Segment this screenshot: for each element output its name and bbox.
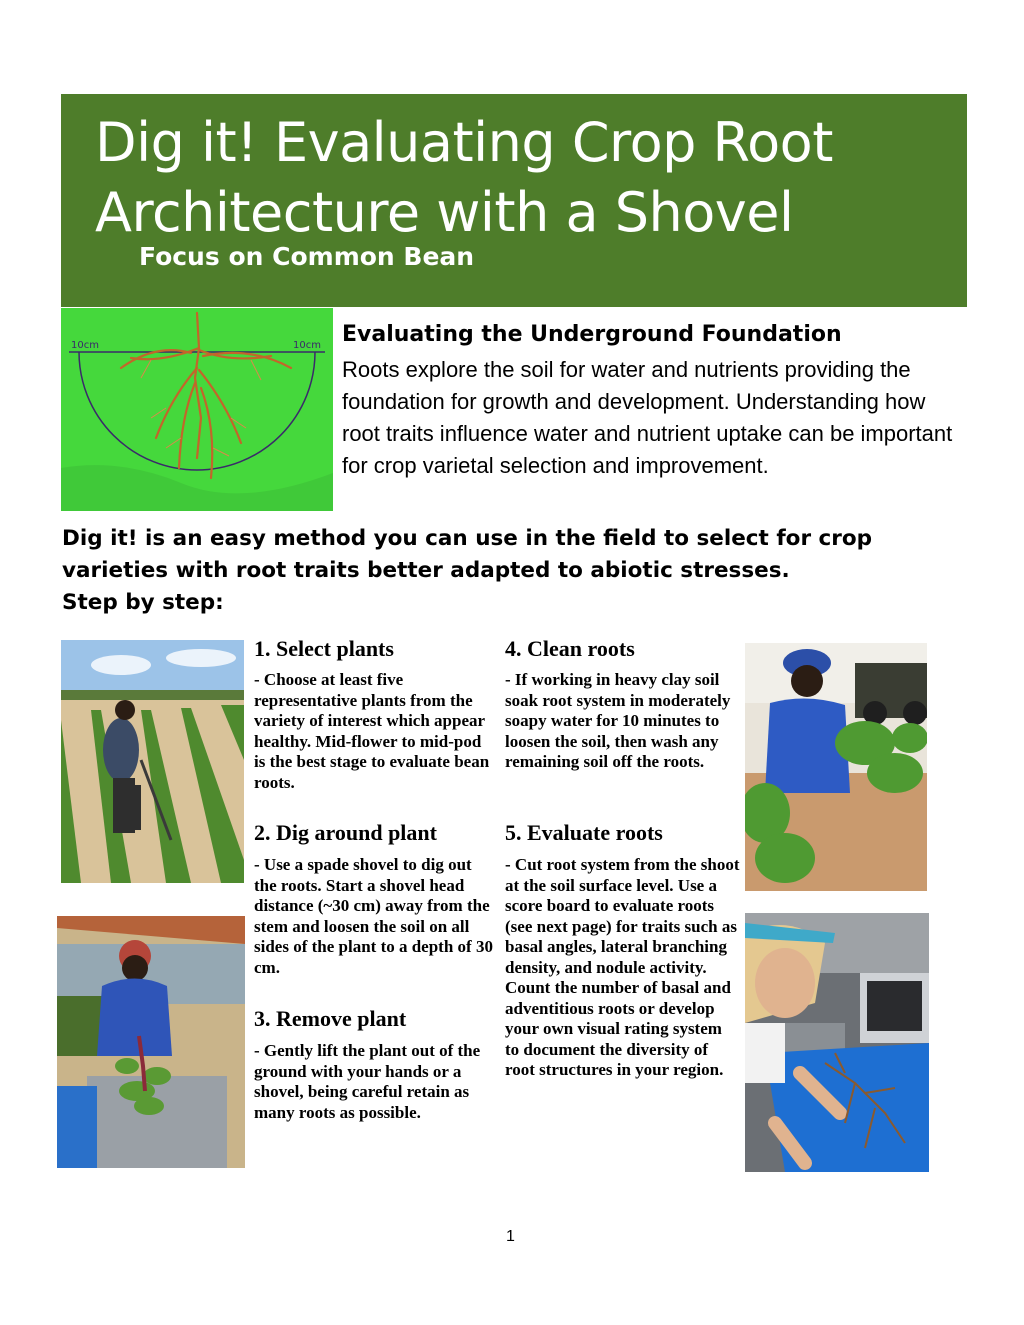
field-selection-photo [61, 640, 244, 883]
step-by-step-heading: Step by step: [62, 590, 224, 615]
step-2 [254, 820, 494, 978]
step-1-title: 1. Select plants [254, 636, 394, 661]
intro-body: Roots explore the soil for water and nutrients providing the foundation for growth and development. Understanding how root traits influence water and nutrient uptake can be important for crop varietal selection and improvement. [342, 357, 953, 478]
evaluate-roots-photo [745, 913, 929, 1172]
step-1 [254, 636, 494, 793]
title-line-2: Architecture with a Shovel [95, 181, 794, 244]
step-3-text: - Gently lift the plant out of the ground with your hands or a shovel, being careful retain as many roots as possible. [254, 1041, 481, 1122]
callout-line-1: Dig it! is an easy method you can use in the field to select for crop [62, 526, 873, 551]
remove-plant-photo [57, 916, 245, 1168]
page-subtitle: Focus on Common Bean [139, 242, 475, 271]
callout-line-2: varieties with root traits better adapted to abiotic stresses. [62, 558, 790, 583]
root-scoreboard-photo [61, 308, 333, 511]
step-2-text: - Use a spade shovel to dig out the roots. Start a shovel head distance (~30 cm) away from the stem and loosen the soil on all sides of the plant to a depth of 30 cm. [254, 855, 493, 977]
step-5-text: - Cut root system from the shoot at the soil surface level. Use a score board to evaluate roots (see next page) for traits such as basal angles, lateral branching density, and nodule activity. Count the number of basal and adventitious roots or develop your own visual rating system to document the diversity of root structures in your region. [505, 855, 740, 1079]
intro-heading: Evaluating the Underground Foundation [342, 322, 842, 347]
step-2-title: 2. Dig around plant [254, 820, 437, 845]
step-4-text: - If working in heavy clay soil soak root system in moderately soapy water for 10 minutes to loosen the soil, then wash any remaining soil off the roots. [505, 670, 731, 771]
title-line-1: Dig it! Evaluating Crop Root [95, 111, 833, 174]
title-banner [61, 94, 967, 307]
clean-roots-photo [745, 643, 927, 891]
scale-label-right: 10cm [293, 340, 321, 351]
root-scoreboard-illustration [61, 308, 333, 511]
step-1-text: - Choose at least five representative plants from the variety of interest which appear healthy. Mid-flower to mid-pod is the best stage to evaluate bean roots. [254, 670, 490, 792]
scale-label-left: 10cm [71, 340, 99, 351]
step-4-title: 4. Clean roots [505, 636, 635, 661]
page-number: 1 [506, 1228, 515, 1245]
step-4 [505, 636, 740, 773]
step-5 [505, 820, 740, 1081]
step-3-title: 3. Remove plant [254, 1006, 407, 1031]
step-3 [254, 1006, 494, 1123]
step-5-title: 5. Evaluate roots [505, 820, 663, 845]
page-title [95, 108, 833, 248]
